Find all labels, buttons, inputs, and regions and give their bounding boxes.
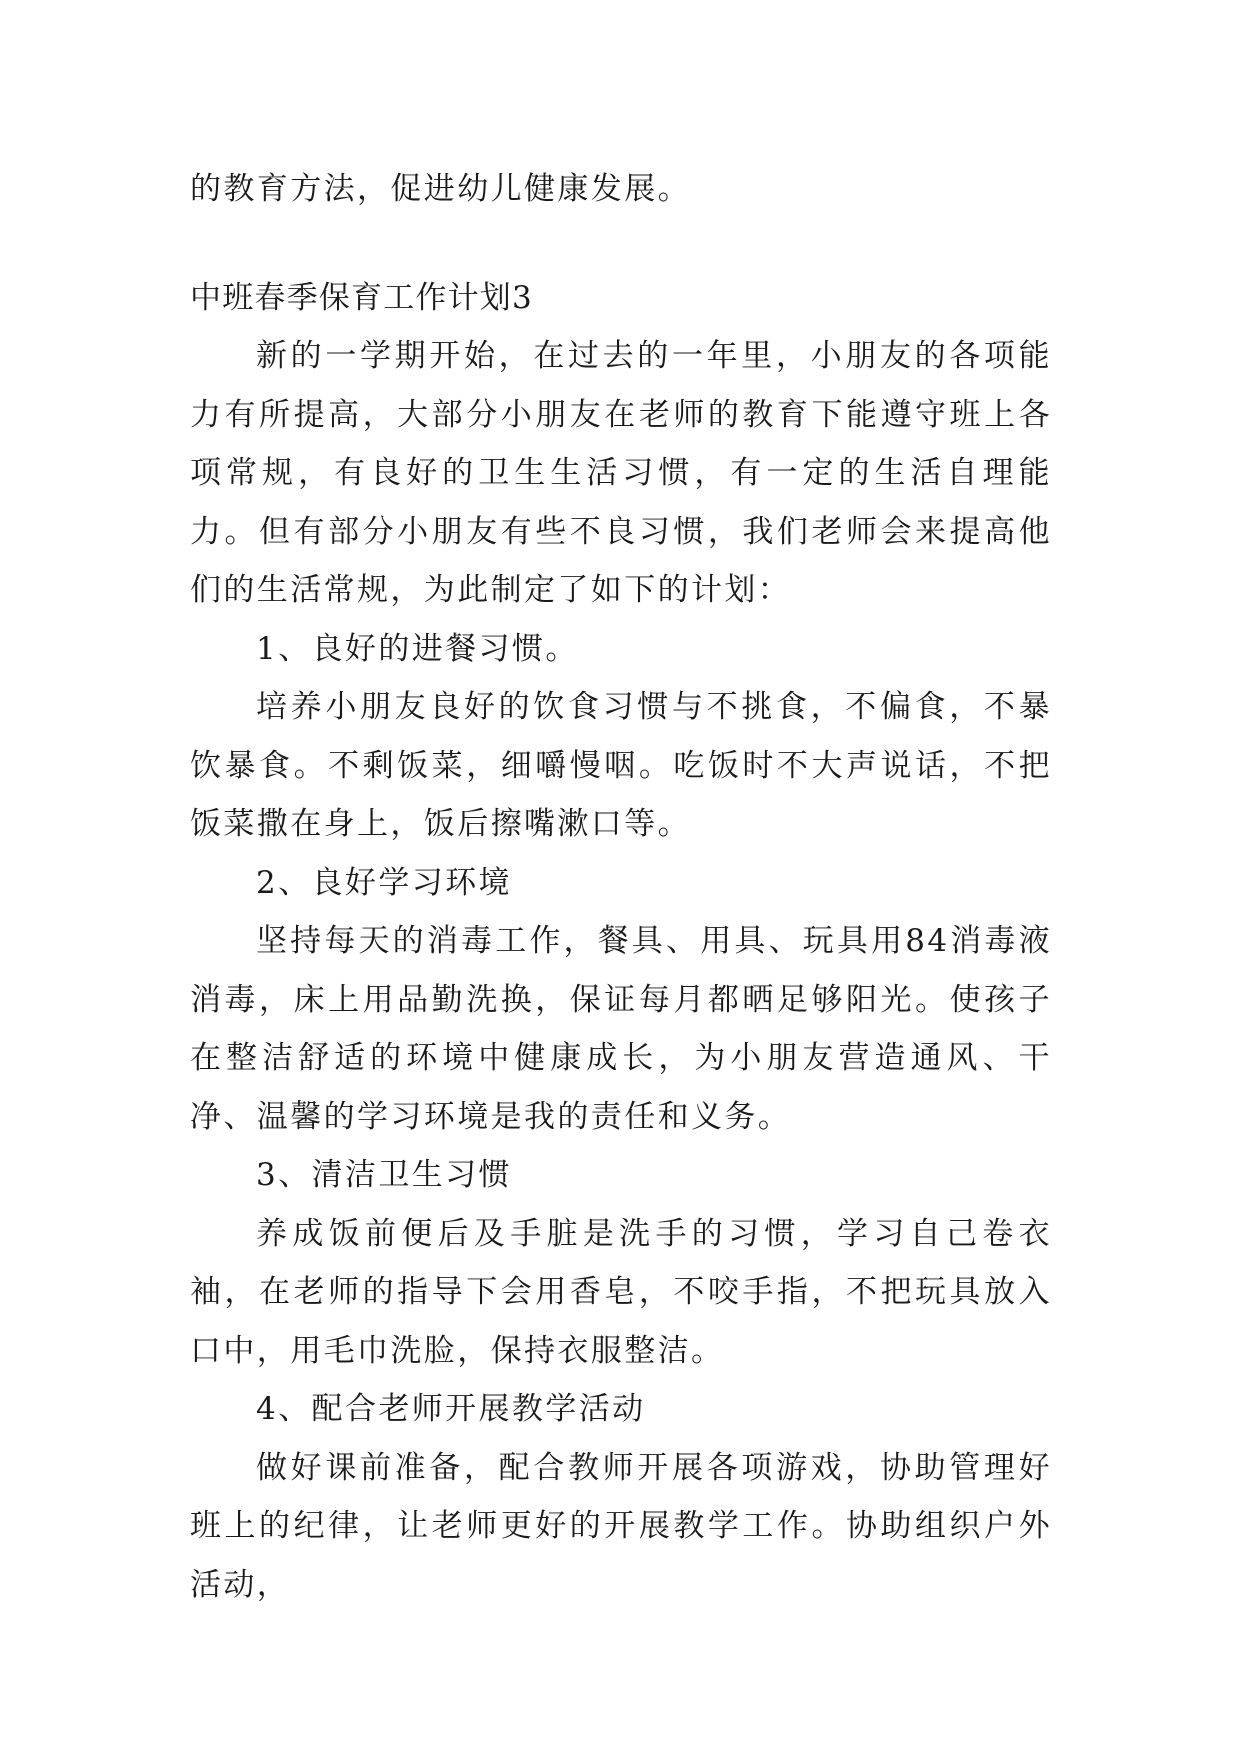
- paragraph-gap: [190, 219, 1052, 269]
- heading-teaching-activities: 4、配合老师开展教学活动: [256, 1391, 646, 1427]
- section-title: 中班春季保育工作计划3: [190, 279, 533, 316]
- heading-eating-habits: 1、良好的进餐习惯。: [256, 630, 579, 667]
- intro-paragraph: 新的一学期开始，在过去的一年里，小朋友的各项能力有所提高，大部分小朋友在老师的教育下能遵守班上各项常规，有良好的卫生生活习惯，有一定的生活自理能力。但有部分小朋友有些不良习惯，我们老师会来提高他们的生活常规，为此制定了如下的计划：: [190, 338, 1052, 608]
- heading-learning-environment: 2、良好学习环境: [256, 864, 512, 901]
- hygiene-habits-paragraph: 养成饭前便后及手脏是洗手的习惯，学习自己卷衣袖，在老师的指导下会用香皂，不咬手指，不把玩具放入口中，用毛巾洗脸，保持衣服整洁。: [190, 1215, 1052, 1369]
- continuation-paragraph: 的教育方法，促进幼儿健康发展。: [190, 171, 691, 207]
- heading-hygiene-habits: 3、清洁卫生习惯: [256, 1157, 512, 1193]
- document-body: [190, 160, 1052, 1614]
- teaching-activities-paragraph: 做好课前准备，配合教师开展各项游戏，协助管理好班上的纪律，让老师更好的开展教学工作。协助组织户外活动，: [190, 1449, 1052, 1603]
- eating-habits-paragraph: 培养小朋友良好的饮食习惯与不挑食，不偏食，不暴饮暴食。不剩饭菜，细嚼慢咽。吃饭时不大声说话，不把饭菜撒在身上，饭后擦嘴漱口等。: [190, 689, 1052, 842]
- learning-environment-paragraph: 坚持每天的消毒工作，餐具、用具、玩具用84消毒液消毒，床上用品勤洗换，保证每月都晒足够阳光。使孩子在整洁舒适的环境中健康成长，为小朋友营造通风、干净、温馨的学习环境是我的责任和义务。: [190, 923, 1052, 1135]
